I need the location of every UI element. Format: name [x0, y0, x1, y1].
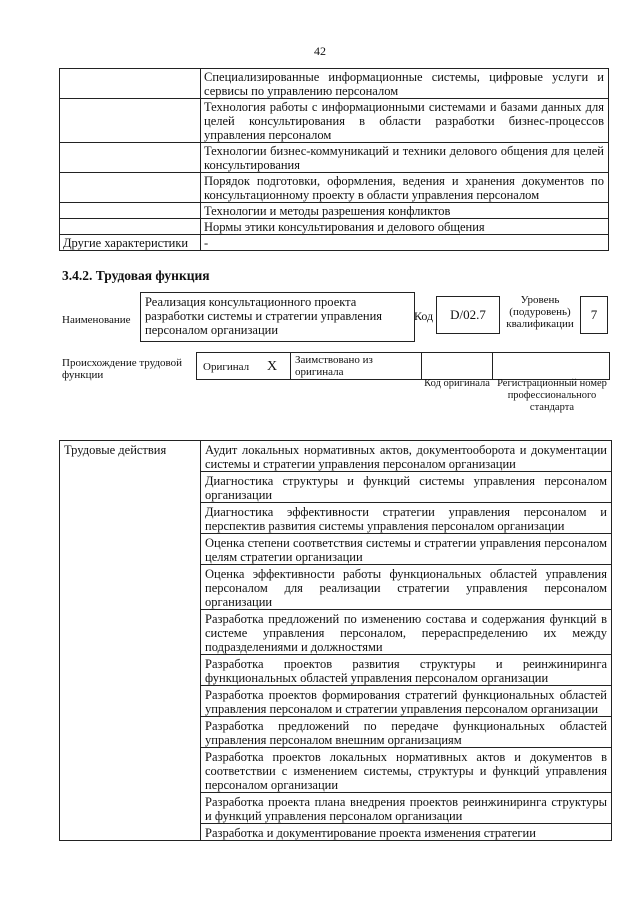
row-text: Технология работы с информационными системами и базами данных для целей консультирования в области разработки бизнес-процессов управления персоналом [201, 99, 609, 143]
reg-number-cell [492, 352, 610, 380]
row-label [60, 173, 201, 203]
table-row [60, 219, 609, 235]
row-label [60, 143, 201, 173]
row-text: Порядок подготовки, оформления, ведения и хранения документов по консультационному проекту в области управления персоналом [201, 173, 609, 203]
action-text: Диагностика эффективности стратегии управления персоналом и перспектив развития системы управления персоналом организации [201, 503, 612, 534]
borrowed-label: Заимствовано из оригинала [295, 354, 373, 378]
table-row [60, 143, 609, 173]
action-text: Разработка и документирование проекта изменения стратегии [201, 824, 612, 841]
origin-label: Происхождение трудовой функции [62, 357, 183, 381]
row-text: Специализированные информационные системы, цифровые услуги и сервисы по управлению персоналом [201, 69, 609, 99]
action-text: Разработка проектов развития структуры и реинжиниринга функциональных областей управления персоналом организации [201, 655, 612, 686]
action-text: Оценка эффективности работы функциональных областей управления персоналом для реализации стратегии управления персоналом организации [201, 565, 612, 610]
level-value-box: 7 [580, 296, 608, 334]
table-row [60, 441, 612, 472]
row-label: Другие характеристики [60, 235, 201, 251]
table-row [60, 235, 609, 251]
row-text: Технологии бизнес-коммуникаций и техники делового общения для целей консультирования [201, 143, 609, 173]
row-text: - [201, 235, 609, 251]
original-cell [196, 352, 291, 380]
row-text: Нормы этики консультирования и делового общения [201, 219, 609, 235]
action-text: Диагностика структуры и функций системы управления персоналом организации [201, 472, 612, 503]
original-mark: X [267, 359, 278, 374]
action-text: Разработка проектов формирования стратегий функциональных областей управления персоналом и стратегии управления персоналом организации [201, 686, 612, 717]
page-number: 42 [314, 44, 326, 58]
row-label [60, 99, 201, 143]
original-label: Оригинал [203, 361, 250, 373]
name-label: Наименование [62, 314, 131, 326]
origin-row [196, 352, 610, 380]
table-row [60, 69, 609, 99]
code-label: Код [414, 309, 434, 323]
table-row [60, 203, 609, 219]
table-row [60, 173, 609, 203]
borrowed-cell [290, 352, 422, 380]
action-text: Разработка проектов локальных нормативных актов и документов в соответствии с изменением системы, структуры и функций управления персоналом организации [201, 748, 612, 793]
action-text: Разработка проекта плана внедрения проектов реинжиниринга структуры и функций управления персоналом организации [201, 793, 612, 824]
level-label: Уровень (подуровень) квалификации [506, 294, 574, 330]
section-heading: 3.4.2. Трудовая функция [62, 268, 210, 283]
row-label [60, 203, 201, 219]
knowledge-table [59, 68, 609, 251]
reg-number-caption: Регистрационный номер профессионального стандарта [497, 378, 607, 413]
code-original-cell [421, 352, 493, 380]
action-text: Разработка предложений по изменению состава и содержания функций в системе управления персоналом, перераспределению их между подразделениями и должностями [201, 610, 612, 655]
action-text: Оценка степени соответствия системы и стратегии управления персоналом целям стратегии организации [201, 534, 612, 565]
row-label [60, 69, 201, 99]
labor-actions-table [59, 440, 612, 841]
code-value-box: D/02.7 [436, 296, 500, 334]
table-row [60, 99, 609, 143]
action-text: Аудит локальных нормативных актов, документооборота и документации системы и стратегии управления персоналом организации [201, 441, 612, 472]
labor-actions-label: Трудовые действия [60, 441, 201, 841]
row-label [60, 219, 201, 235]
row-text: Технологии и методы разрешения конфликтов [201, 203, 609, 219]
code-original-caption: Код оригинала [424, 378, 490, 389]
function-name-box: Реализация консультационного проекта разработки системы и стратегии управления персоналом организации [140, 292, 415, 342]
action-text: Разработка предложений по передаче функциональных областей управления персоналом внешним организациям [201, 717, 612, 748]
